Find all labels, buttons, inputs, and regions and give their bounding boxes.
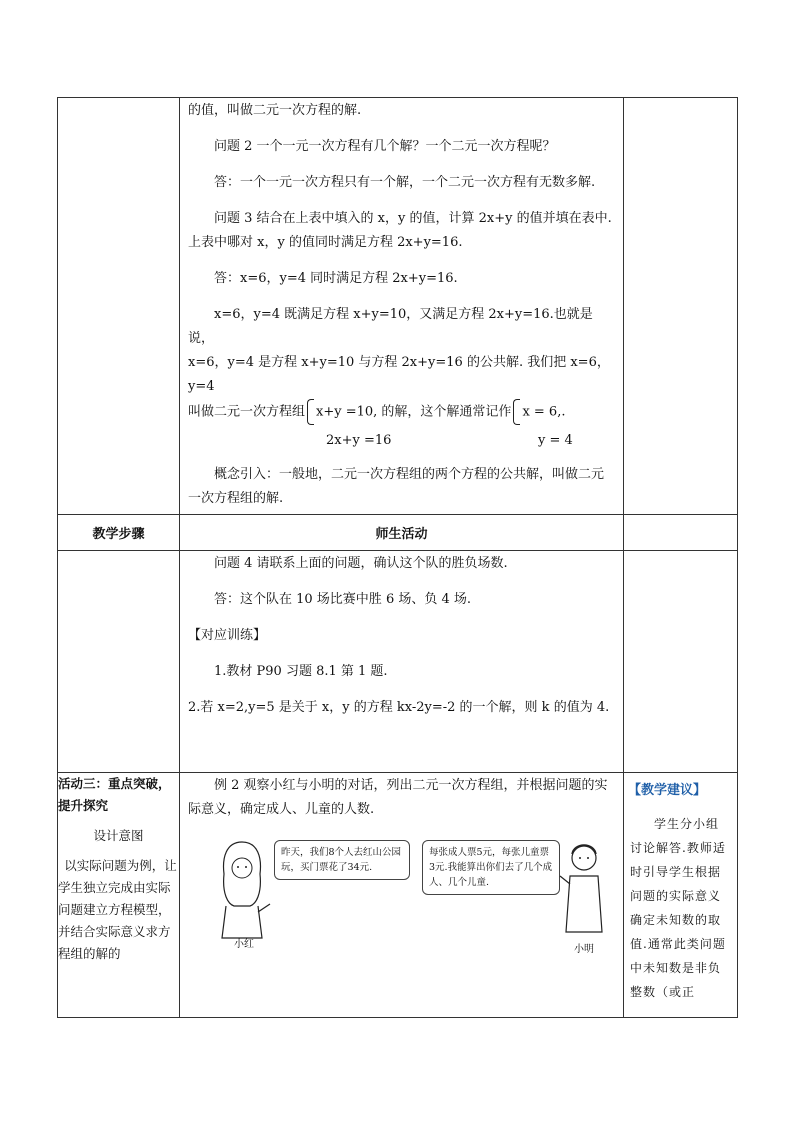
activity-3-title: 活动三：重点突破，提升探究 [58, 776, 171, 813]
speech-bubble-left: 昨天，我们8个人去红山公园玩，买门票花了34元. [274, 840, 410, 880]
example-cell [180, 773, 624, 1018]
text-segment: . [561, 404, 566, 420]
answer-2: 答：一个一元一次方程只有一个解，一个二元一次方程有无数多解. [214, 175, 596, 190]
suggestion-text: 学生分小组讨论解答.教师适时引导学生根据问题的实际意义确定未知数的取值.通常此类问题中未知数是非负整数（或正 [630, 817, 726, 999]
header-row [58, 515, 738, 551]
step-cell-empty [58, 98, 180, 515]
exercise-2: 2.若 x=2,y=5 是关于 x，y 的方程 kx-2y=-2 的一个解，则 k 的值为 4. [188, 700, 610, 715]
name-xiaoming: 小明 [574, 944, 594, 955]
text-line: x=6，y=4 既满足方程 x+y=10，又满足方程 2x+y=16.也就是说， [188, 307, 593, 346]
name-xiaohong: 小红 [234, 939, 254, 950]
solution-x: x = 6, [522, 404, 562, 420]
row-activity-3 [58, 773, 738, 1018]
left-brace-icon [307, 399, 314, 425]
speech-bubble-right: 每张成人票5元，每张儿童票3元.我能算出你们去了几个成人、几个儿童. [422, 840, 560, 895]
equation-system-line [188, 399, 615, 425]
dialog-illustration [188, 832, 615, 955]
exercise-1: 1.教材 P90 习题 8.1 第 1 题. [214, 664, 388, 679]
training-title: 【对应训练】 [188, 628, 267, 643]
left-brace-icon [513, 399, 520, 425]
concept-intro: 概念引入：一般地，二元一次方程组的两个方程的公共解，叫做二元一次方程组的解. [188, 467, 605, 506]
header-empty [624, 515, 738, 551]
design-intent-text: 以实际问题为例，让学生独立完成由实际问题建立方程模型，并结合实际意义求方程组的解的 [58, 858, 177, 961]
suggestion-title: 【教学建议】 [628, 783, 707, 798]
answer-3: 答：x=6，y=4 同时满足方程 2x+y=16. [214, 271, 458, 286]
step-cell-empty [58, 551, 180, 773]
lesson-table [57, 97, 738, 1018]
answer-4: 答：这个队在 10 场比赛中胜 6 场、负 4 场. [214, 592, 472, 607]
activity-cell [180, 98, 624, 515]
boy-figure-icon [558, 836, 610, 941]
text-line: 的值，叫做二元一次方程的解. [188, 103, 362, 118]
text-segment: 的解，这个解通常记作 [377, 404, 512, 420]
suggestion-cell [624, 773, 738, 1018]
activity-cell [180, 551, 624, 773]
girl-figure-icon [212, 834, 272, 944]
header-teaching-steps: 教学步骤 [58, 515, 180, 551]
row-training [58, 551, 738, 773]
activity-3-cell [58, 773, 180, 1018]
suggestion-cell-empty [624, 551, 738, 773]
row-solution-concept [58, 98, 738, 515]
example-2: 例 2 观察小红与小明的对话，列出二元一次方程组，并根据问题的实际意义，确定成人、儿童的人数. [188, 778, 608, 817]
suggestion-cell-empty [624, 98, 738, 515]
text-segment: 叫做二元一次方程组 [188, 404, 306, 420]
question-3: 问题 3 结合在上表中填入的 x，y 的值，计算 2x+y 的值并填在表中.上表中哪对 x，y 的值同时满足方程 2x+y=16. [188, 211, 612, 250]
design-intent-title: 设计意图 [93, 828, 144, 843]
text-line: x=6，y=4 是方程 x+y=10 与方程 2x+y=16 的公共解. 我们把 x=6，y=4 [188, 355, 610, 394]
system-equation-2: 2x+y =16 [326, 433, 392, 448]
question-4: 问题 4 请联系上面的问题，确认这个队的胜负场数. [214, 556, 508, 571]
question-2: 问题 2 一个一元一次方程有几个解？一个二元一次方程呢？ [214, 139, 556, 154]
system-equation-1: x+y =10, [316, 404, 378, 420]
header-teacher-student-activity: 师生活动 [180, 515, 624, 551]
equation-system-line-2 [188, 429, 615, 453]
solution-y: y = 4 [538, 433, 573, 448]
